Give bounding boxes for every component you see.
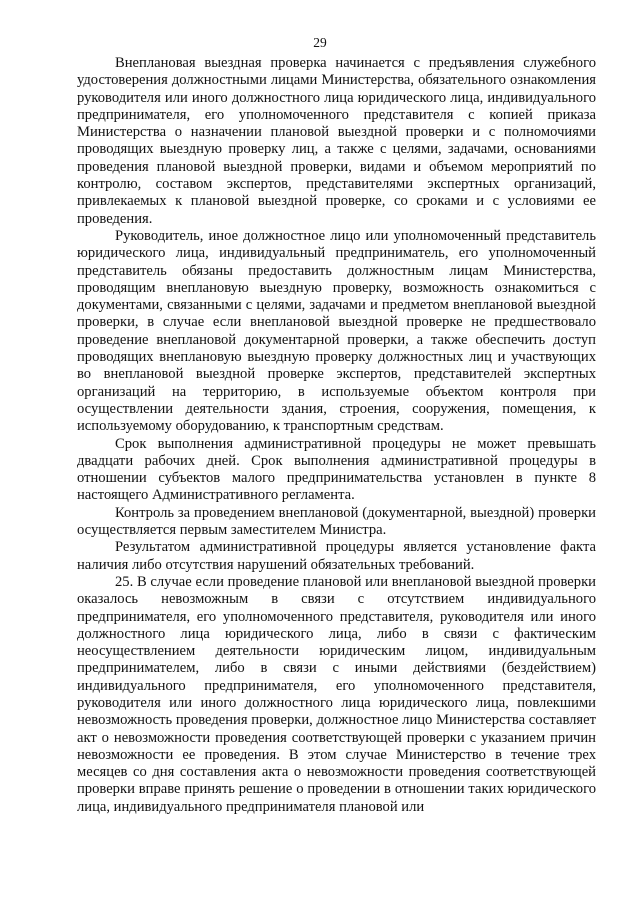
paragraph-result: Результатом административной процедуры является установление факта наличия либо отсутствия нарушений обязательных требований. — [77, 539, 596, 573]
paragraph-access-obligation: Руководитель, иное должностное лицо или уполномоченный представитель юридического лица, индивидуальный предприниматель, его уполномоченный представитель обязаны предоставить должностным лицам Министерства, проводящим внеплановую выездную проверку, возможность ознакомиться с документами, связанными с целями, задачами и предметом внеплановой выездной проверки, в случае если внеплановой выездной проверке не предшествовало проведение внеплановой документарной проверки, а также обеспечить доступ проводящих внеплановую выездную проверку должностных лиц и участвующих во внеплановой выездной проверке экспертов, представителей экспертных организаций на территорию, в используемые объектом контроля при осуществлении деятельности здания, строения, сооружения, помещения, к используемому оборудованию, к транспортным средствам. — [77, 227, 596, 435]
paragraph-item-25: 25. В случае если проведение плановой или внеплановой выездной проверки оказалось невозможным в связи с отсутствием индивидуального предпринимателя, его уполномоченного представителя, руководителя или иного должностного лица юридического лица, либо в связи с фактическим неосуществлением деятельности юридическим лицом, индивидуальным предпринимателем, либо в связи с иными действиями (бездействием) индивидуального предпринимателя, его уполномоченного представителя, руководителя или иного должностного лица юридического лица, повлекшими невозможность проведения проверки, должностное лицо Министерства составляет акт о невозможности проведения соответствующей проверки с указанием причин невозможности ее проведения. В этом случае Министерство в течение трех месяцев со дня составления акта о невозможности проведения соответствующей проверки вправе принять решение о проведении в отношении таких юридического лица, индивидуального предпринимателя плановой или — [77, 573, 596, 815]
paragraph-procedure-term: Срок выполнения административной процедуры не может превышать двадцати рабочих дней. Срок выполнения административной процедуры в отношении субъектов малого предпринимательства установлен в пункте 8 настоящего Административного регламента. — [77, 435, 596, 504]
paragraph-inspection-start: Внеплановая выездная проверка начинается с предъявления служебного удостоверения должностными лицами Министерства, обязательного ознакомления руководителя или иного должностного лица юридического лица, индивидуального предпринимателя, его уполномоченного представителя с копией приказа Министерства о назначении плановой выездной проверки и с полномочиями проводящих выездную проверку лиц, а также с целями, задачами, основаниями проведения плановой выездной проверки, видами и объемом мероприятий по контролю, составом экспертов, представителями экспертных организаций, привлекаемых к плановой выездной проверке, со сроками и с условиями ее проведения. — [77, 55, 596, 227]
paragraph-control: Контроль за проведением внеплановой (документарной, выездной) проверки осуществляется первым заместителем Министра. — [77, 504, 596, 539]
document-body — [77, 55, 596, 816]
page-number: 29 — [313, 35, 327, 50]
